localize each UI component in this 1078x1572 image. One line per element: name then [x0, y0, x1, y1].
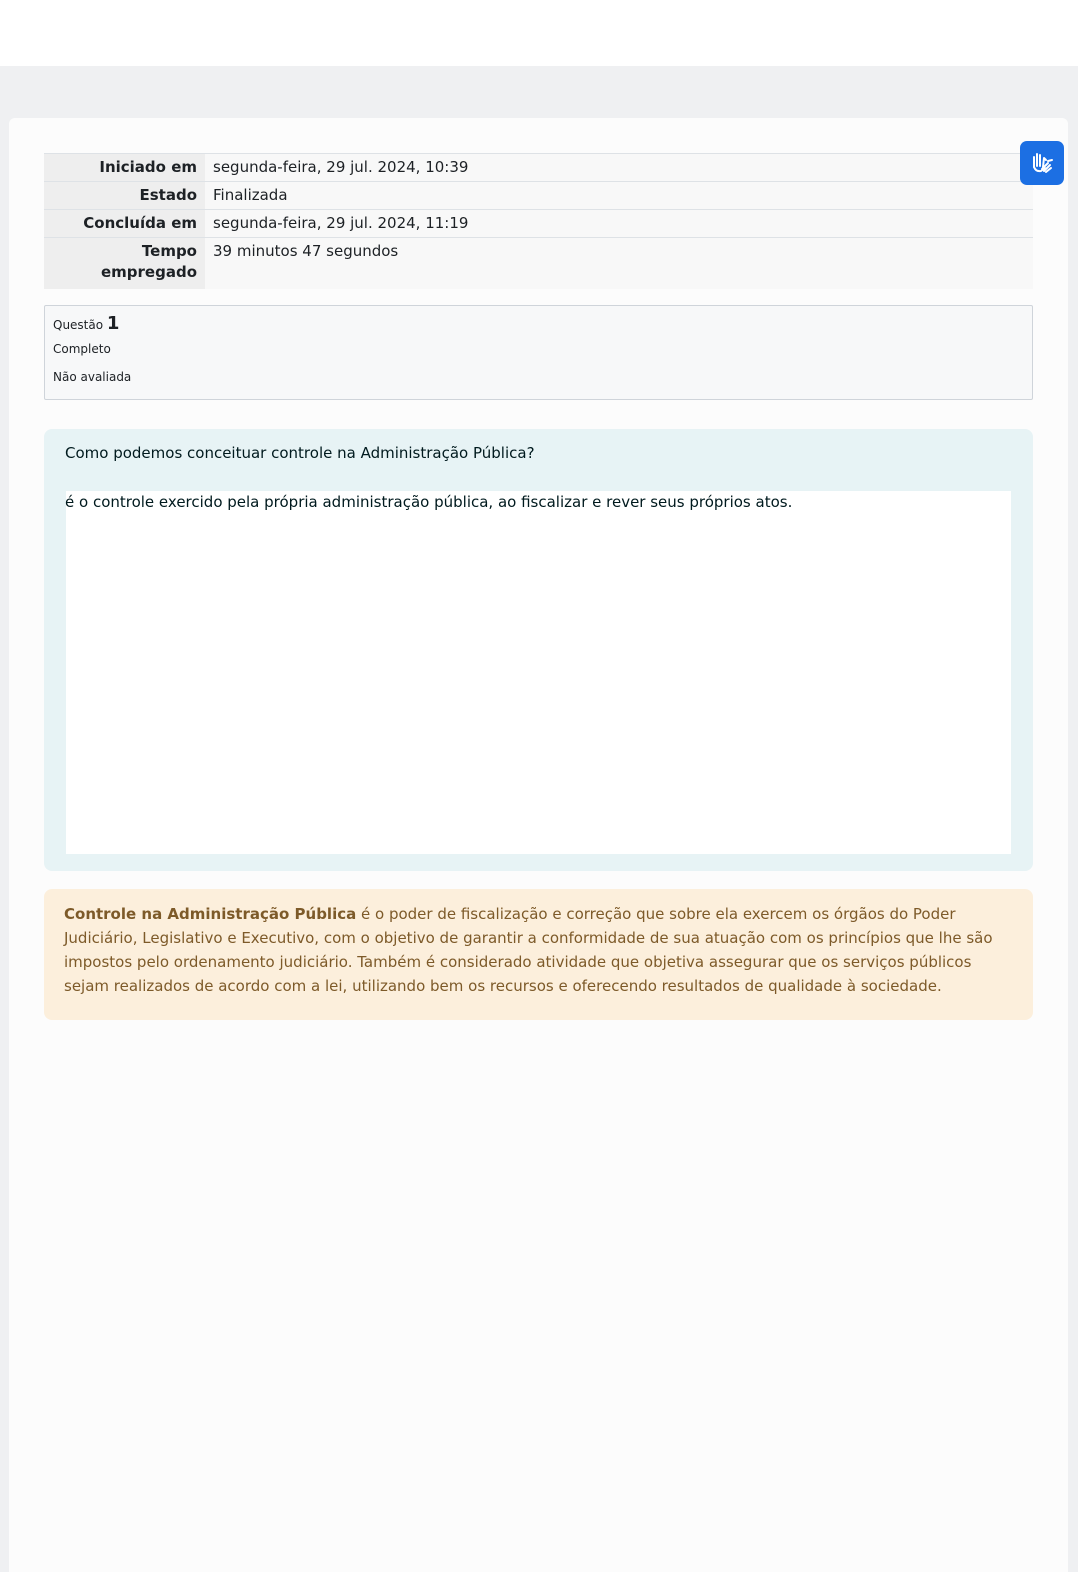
summary-row-completed: [44, 210, 1033, 238]
general-feedback: [44, 889, 1033, 1020]
question-number-value: 1: [106, 313, 120, 334]
summary-row-time-taken: [44, 238, 1033, 289]
summary-value: 39 minutos 47 segundos: [205, 238, 1033, 289]
summary-value: segunda-feira, 29 jul. 2024, 11:19: [205, 210, 1033, 238]
summary-label: Estado: [44, 182, 205, 210]
feedback-text: é o poder de fiscalização e correção que sobre ela exercem os órgãos do Poder Judiciário, Legislativo e Executivo, com o objetivo de garantir a conformidade de sua atuação com os princípios que lhe são impostos pelo ordenamento judiciário. Também é considerado atividade que objetiva assegurar que os serviços públicos sejam realizados de acordo com a lei, utilizando bem os recursos e oferecendo resultados de qualidade à sociedade.: [64, 905, 993, 995]
libras-accessibility-button[interactable]: [1020, 141, 1064, 185]
question-label: Questão: [53, 318, 104, 332]
summary-label: Concluída em: [44, 210, 205, 238]
question-formulation: [44, 429, 1033, 871]
summary-row-started: [44, 154, 1033, 182]
question-number: [53, 314, 1024, 335]
sign-language-hands-icon: [1028, 147, 1056, 179]
summary-label: Tempo empregado: [44, 238, 205, 289]
feedback-bold-term: Controle na Administração Pública: [64, 905, 357, 923]
question-info-box: [44, 305, 1033, 400]
question-text: Como podemos conceituar controle na Administração Pública?: [65, 444, 535, 462]
attempt-summary-table: [44, 153, 1033, 289]
answer-response-area[interactable]: é o controle exercido pela própria administração pública, ao fiscalizar e rever seus próprios atos.: [66, 491, 1011, 854]
summary-value: segunda-feira, 29 jul. 2024, 10:39: [205, 154, 1033, 182]
summary-label: Iniciado em: [44, 154, 205, 182]
top-header: [0, 0, 1078, 66]
question-grade: Não avaliada: [53, 370, 132, 384]
summary-row-state: [44, 182, 1033, 210]
question-state: Completo: [53, 342, 111, 356]
summary-value: Finalizada: [205, 182, 1033, 210]
